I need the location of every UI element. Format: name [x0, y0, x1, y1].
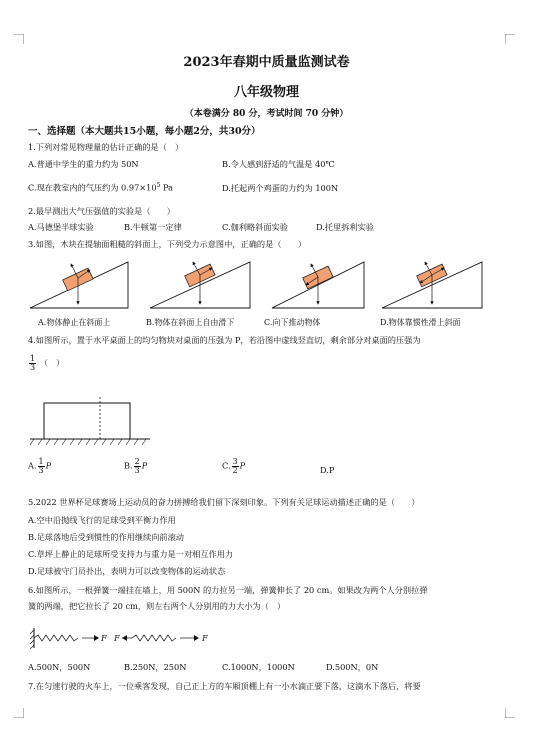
- q2-stem: 2.最早测出大气压强值的实验是（ ）: [28, 206, 175, 216]
- q4-option-a-num: 1: [38, 457, 44, 466]
- q6-stem-line1: 6.如图所示，一根弹簧一端挂在墙上，用 500N 的力拉另一端，弹簧伸长了 20 cm。如果改为两个人分别拉弹: [28, 585, 428, 595]
- q3-option-a: A.物体静止在斜面上: [38, 318, 111, 327]
- q3-option-c: C.向下推动物体: [264, 318, 321, 327]
- q7-stem: 7.在匀速行驶的火车上，一位乘客发现，自己正上方的车厢顶棚上有一小水滴正要下落，这滴水下落后，将要: [28, 681, 421, 691]
- figure-c-incline: [272, 262, 364, 308]
- q6-force-label-1: F: [101, 633, 107, 643]
- spring-fixed-to-wall: [30, 628, 99, 649]
- q2-option-b: B.牛顿第一定律: [124, 222, 182, 232]
- q6-option-a: A.500N，500N: [28, 662, 91, 672]
- q4-option-c-num: 3: [232, 457, 238, 466]
- q5-option-d: D.足球被守门员扑出，表明力可以改变物体的运动状态: [28, 566, 226, 576]
- q3-option-d: D.物体靠惯性滑上斜面: [380, 318, 461, 327]
- q4-stem: 4.如图所示，置于水平桌面上的均匀物块对桌面的压强为 P，若沿图中虚线竖直切，剩余部分对桌面的压强为: [28, 335, 421, 345]
- q1-option-a: A.普通中学生的重力约为 50N: [28, 159, 139, 169]
- q6-option-d: D.500N，0N: [326, 662, 379, 672]
- q4-option-a: [28, 458, 51, 475]
- q1-option-c-exponent: 5: [156, 182, 161, 189]
- q3-stem: 3.如图，木块在提轴面粗糙的斜面上，下列受力示意图中，正确的是（ ）: [28, 239, 307, 249]
- q1-option-c: [28, 182, 173, 194]
- q4-option-c-label: C.: [222, 460, 231, 471]
- q5-option-c: C.草坪上静止的足球所受支持力与重力是一对相互作用力: [28, 549, 234, 559]
- q5-stem: 5.2022 世界杯足球赛场上运动员的奋力拼搏给我们留下深刻印象。下列有关足球运动描述正确的是（ ）: [28, 497, 420, 507]
- q4-stem-fraction: [28, 355, 64, 372]
- q4-option-b-label: B.: [124, 460, 133, 471]
- q6-option-c: C.1000N，1000N: [222, 662, 295, 672]
- q1-option-b: B.令人感到舒适的气温是 40℃: [222, 159, 335, 169]
- q6-force-label-2: F: [114, 633, 120, 643]
- crop-mark-bottom-left: [14, 708, 24, 718]
- q2-option-c: C.伽利略斜面实验: [222, 222, 288, 232]
- figure-b-incline: [150, 262, 250, 308]
- q4-stem-tail: （ ）: [39, 357, 65, 368]
- exam-note: （本卷满分 80 分，考试时间 70 分钟）: [184, 109, 349, 119]
- q3-option-b: B.物体在斜面上自由滑下: [146, 318, 235, 327]
- q4-option-b-num: 2: [134, 457, 140, 466]
- q4-option-a-label: A.: [28, 460, 37, 471]
- q1-option-c-unit: Pa: [160, 182, 174, 193]
- q4-option-d: D.P: [320, 465, 335, 475]
- q5-option-a: A.空中沿抛线飞行的足球受到平衡力作用: [28, 515, 176, 525]
- spring-pulled-both-ends: [122, 635, 199, 641]
- q4-option-b: [124, 458, 147, 475]
- q3-figures: [28, 250, 498, 318]
- q6-spring-figures: [28, 622, 228, 656]
- q4-option-b-p: P: [141, 460, 148, 471]
- crop-mark-top-left: [14, 34, 24, 44]
- q1-option-d: D.托起两个鸡蛋的力约为 100N: [222, 183, 339, 193]
- q6-stem-line2: 簧的两端，把它拉长了 20 cm，则左右两个人分别用的力大小为（ ）: [28, 601, 286, 611]
- exam-subject: 八年级物理: [233, 85, 299, 100]
- q4-option-a-p: P: [45, 460, 52, 471]
- exam-title: 2023年春期中质量监测试卷: [183, 55, 350, 70]
- q4-figure-block-on-table: [28, 395, 158, 450]
- crop-mark-bottom-right: [505, 708, 515, 718]
- q1-option-c-text: C.现在教室内的气压约为 0.97×10: [28, 182, 157, 193]
- q1-stem: 1.下列对常见物理量的估计正确的是（ ）: [28, 142, 184, 152]
- figure-d-incline: [382, 262, 482, 308]
- q2-option-d: D.托里拆利实验: [316, 222, 374, 232]
- q4-frac-numerator: 1: [30, 354, 36, 363]
- q4-frac-denominator: 3: [30, 363, 36, 372]
- q2-option-a: A.马德堡半球实验: [28, 222, 94, 232]
- q5-option-b: B.足球落地后受到惯性的作用继续向前滚动: [28, 532, 184, 542]
- figure-a-incline: [30, 262, 128, 308]
- q4-option-c: [222, 458, 245, 475]
- crop-mark-top-right: [505, 34, 515, 44]
- q4-option-a-den: 3: [38, 466, 44, 475]
- q6-force-label-3: F: [202, 633, 208, 643]
- section-heading: 一、选择题（本大题共15小题，每小题2分，共30分）: [28, 126, 261, 137]
- q4-option-b-den: 3: [134, 466, 140, 475]
- q4-option-c-p: P: [239, 460, 246, 471]
- q6-option-b: B.250N，250N: [124, 662, 187, 672]
- q4-option-c-den: 2: [232, 466, 238, 475]
